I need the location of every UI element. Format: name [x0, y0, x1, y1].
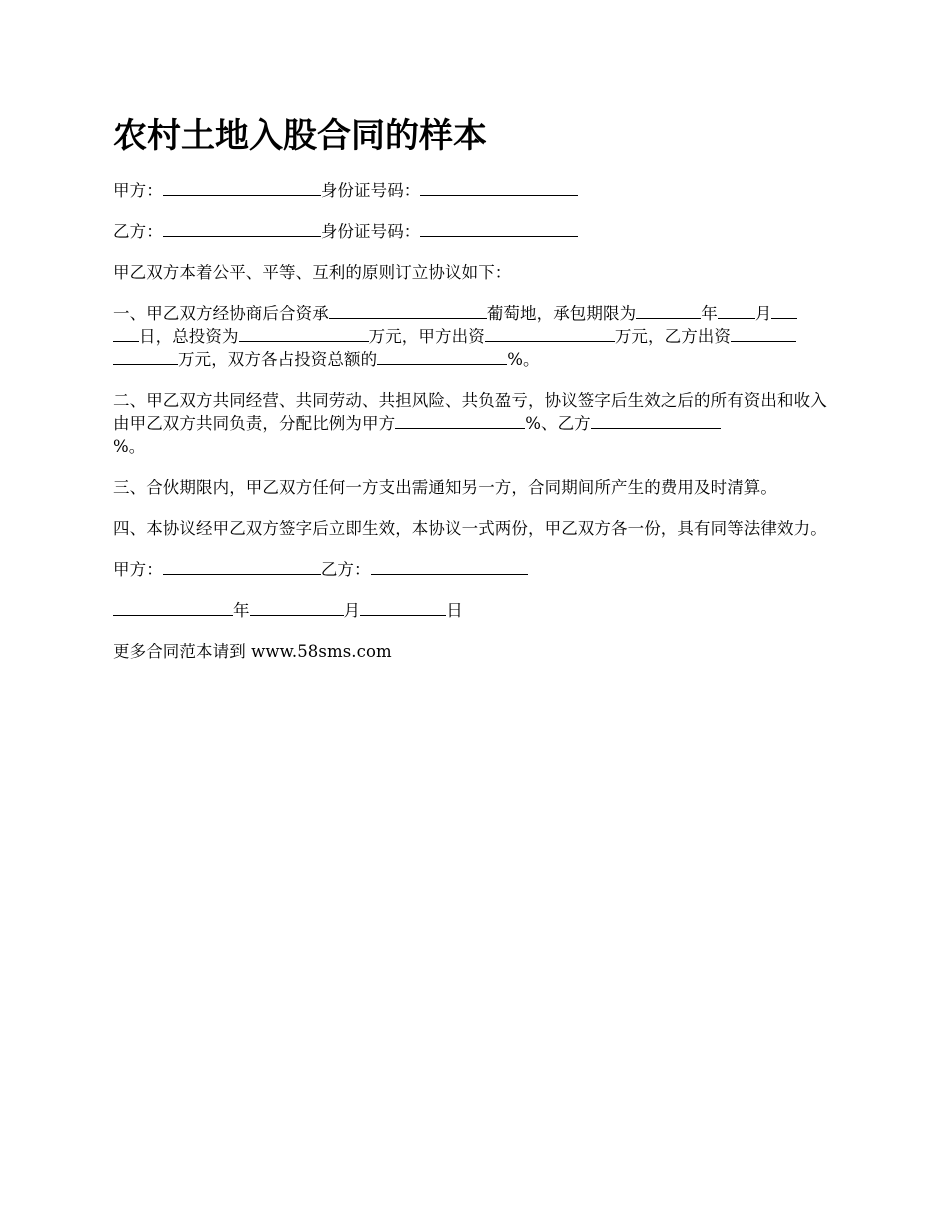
document-title: 农村土地入股合同的样本: [113, 116, 487, 156]
party-a-id-blank: [420, 180, 578, 196]
party-a-investment-blank: [485, 326, 615, 342]
party-b-investment-blank: [731, 326, 796, 342]
clause-2-text-2: %、乙方: [525, 414, 591, 433]
clause-1-text-7: 万元，乙方出资: [614, 327, 732, 346]
clause-1-text-9: %。: [507, 350, 540, 369]
term-days-blank: [771, 303, 797, 319]
clause-2-text-3: %。: [113, 437, 146, 456]
party-b-id-blank: [420, 221, 578, 237]
clause-1-text-5: 日，总投资为: [139, 327, 239, 346]
contract-page: [113, 113, 843, 681]
clause-1: [113, 302, 843, 371]
clause-4: 四、本协议经甲乙双方签字后立即生效，本协议一式两份，甲乙双方各一份，具有同等法律效力。: [113, 519, 827, 538]
party-b-line: [113, 220, 843, 243]
term-months-blank: [718, 303, 755, 319]
party-b-ratio-blank: [591, 413, 721, 429]
clause-2: [113, 389, 843, 458]
date-line: [113, 599, 843, 622]
party-a-id-label: 身份证号码：: [320, 181, 421, 200]
date-year-label: 年: [233, 601, 250, 620]
clause-1-text-6: 万元，甲方出资: [368, 327, 485, 346]
signature-party-a-label: 甲方：: [113, 560, 163, 579]
signature-party-b-blank: [371, 559, 528, 575]
share-percent-blank: [377, 349, 507, 365]
signature-party-a-blank: [163, 559, 321, 575]
project-blank: [329, 303, 487, 319]
date-day-label: 日: [446, 601, 463, 620]
clause-1-text-8: 万元，双方各占投资总额的: [178, 350, 378, 369]
date-month-label: 月: [343, 601, 361, 620]
party-a-ratio-blank: [395, 413, 525, 429]
total-investment-blank: [239, 326, 369, 342]
clause-2-text-1: 二、甲乙双方共同经营、共同劳动、共担风险、共负盈亏，协议签字后生效之后的所有资出和收入由甲乙双方共同负责，分配比例为甲方: [113, 391, 827, 433]
party-b-investment-blank-cont: [113, 349, 178, 365]
clause-3: 三、合伙期限内，甲乙双方任何一方支出需通知另一方，合同期间所产生的费用及时清算。: [113, 478, 777, 497]
clause-1-text-4: 月: [754, 304, 772, 323]
footer-link-text: 更多合同范本请到 www.58sms.com: [113, 642, 392, 661]
date-year-blank: [113, 600, 233, 616]
party-a-line: [113, 179, 843, 202]
party-b-label: 乙方：: [113, 222, 163, 241]
clause-1-text-3: 年: [701, 304, 718, 323]
party-b-name-blank: [163, 221, 321, 237]
party-b-id-label: 身份证号码：: [320, 222, 421, 241]
clause-1-text-1: 一、甲乙双方经协商后合资承: [113, 304, 329, 323]
term-years-blank: [636, 303, 701, 319]
term-days-blank-cont: [113, 326, 139, 342]
party-a-name-blank: [163, 180, 321, 196]
date-month-blank: [250, 600, 344, 616]
clause-1-text-2: 葡萄地，承包期限为: [486, 304, 637, 323]
signature-line: [113, 558, 843, 581]
intro-paragraph: 甲乙双方本着公平、平等、互利的原则订立协议如下：: [113, 263, 512, 282]
date-day-blank: [360, 600, 446, 616]
signature-party-b-label: 乙方：: [320, 560, 371, 579]
party-a-label: 甲方：: [113, 181, 163, 200]
